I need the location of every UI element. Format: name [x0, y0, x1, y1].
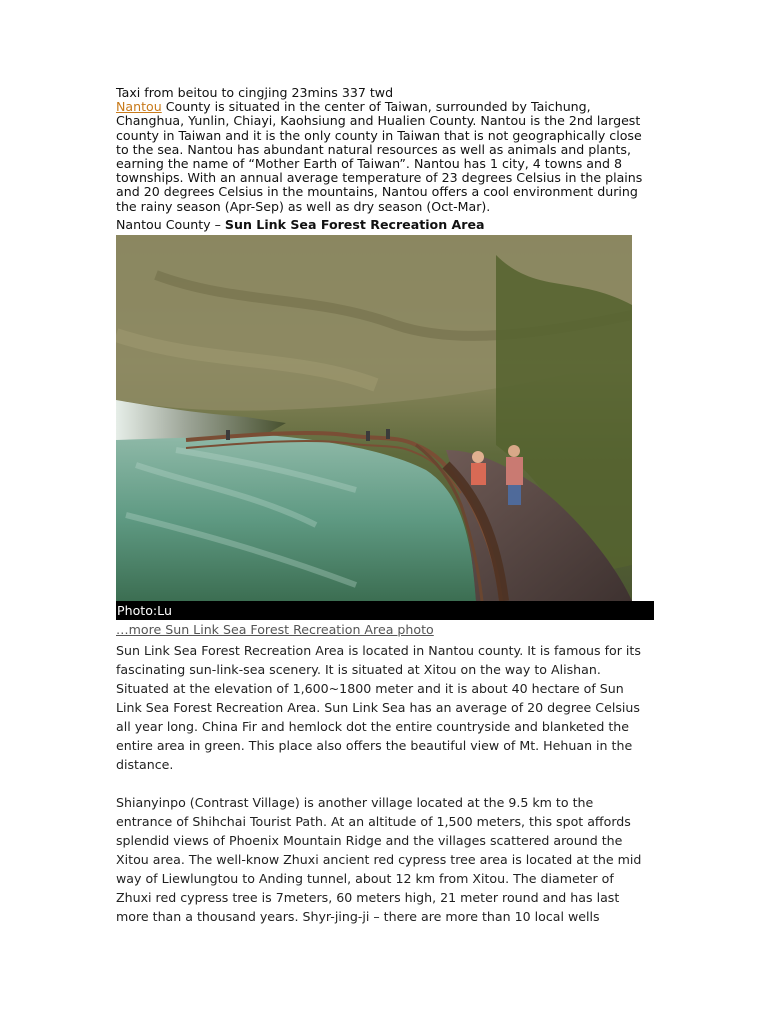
section-prefix: Nantou County –: [116, 216, 225, 232]
taxi-note: Taxi from beitou to cingjing 23mins 337 twd: [116, 85, 394, 100]
intro-paragraph: [116, 86, 653, 214]
photo-figure: [116, 235, 653, 620]
photo-caption: Photo:Lu: [116, 601, 654, 620]
nantou-link[interactable]: Nantou: [116, 99, 162, 115]
section-heading: [116, 218, 653, 232]
section-title: Sun Link Sea Forest Recreation Area: [224, 216, 485, 232]
intro-text: County is situated in the center of Taiwan, surrounded by Taichung, Changhua, Yunlin, Chiayi, Kaohsiung and Hualien County. Nantou is the 2nd largest county in Taiwan and it is the only county in Taiwan that is not geographically close to the sea. Nantou has abundant natural resources as well as animals and plants, earning the name of “Mother Earth of Taiwan”. Nantou has 1 city, 4 towns and 8 townships. With an annual average temperature of 23 degrees Celsius in the plains and 20 degrees Celsius in the mountains, Nantou offers a cool environment during the rainy season (Apr-Sep) as well as dry season (Oct-Mar).: [116, 99, 643, 214]
body-paragraph-1: Sun Link Sea Forest Recreation Area is located in Nantou county. It is famous for its fascinating sun-link-sea scenery. It is situated at Xitou on the way to Alishan. Situated at the elevation of 1,600~1800 meter and it is about 40 hectare of Sun Link Sea Forest Recreation Area. Sun Link Sea has an average of 20 degree Celsius all year long. China Fir and hemlock dot the entire countryside and blanketed the entire area in green. This place also offers the beautiful view of Mt. Hehuan in the distance.: [116, 643, 641, 773]
cliff-walkway-photo: [116, 235, 632, 601]
document-page: [116, 86, 653, 926]
body-paragraph-2: Shianyinpo (Contrast Village) is another village located at the 9.5 km to the entrance of Shihchai Tourist Path. At an altitude of 1,500 meters, this spot affords splendid views of Phoenix Mountain Ridge and the villages scattered around the Xitou area. The well-know Zhuxi ancient red cypress tree area is located at the mid way of Liewlungtou to Anding tunnel, about 12 km from Xitou. The diameter of Zhuxi red cypress tree is 7meters, 60 meters high, 21 meter round and has last more than a thousand years. Shyr-jing-ji – there are more than 10 local wells: [116, 795, 642, 925]
more-photos-link[interactable]: …more Sun Link Sea Forest Recreation Area photo: [116, 622, 434, 638]
